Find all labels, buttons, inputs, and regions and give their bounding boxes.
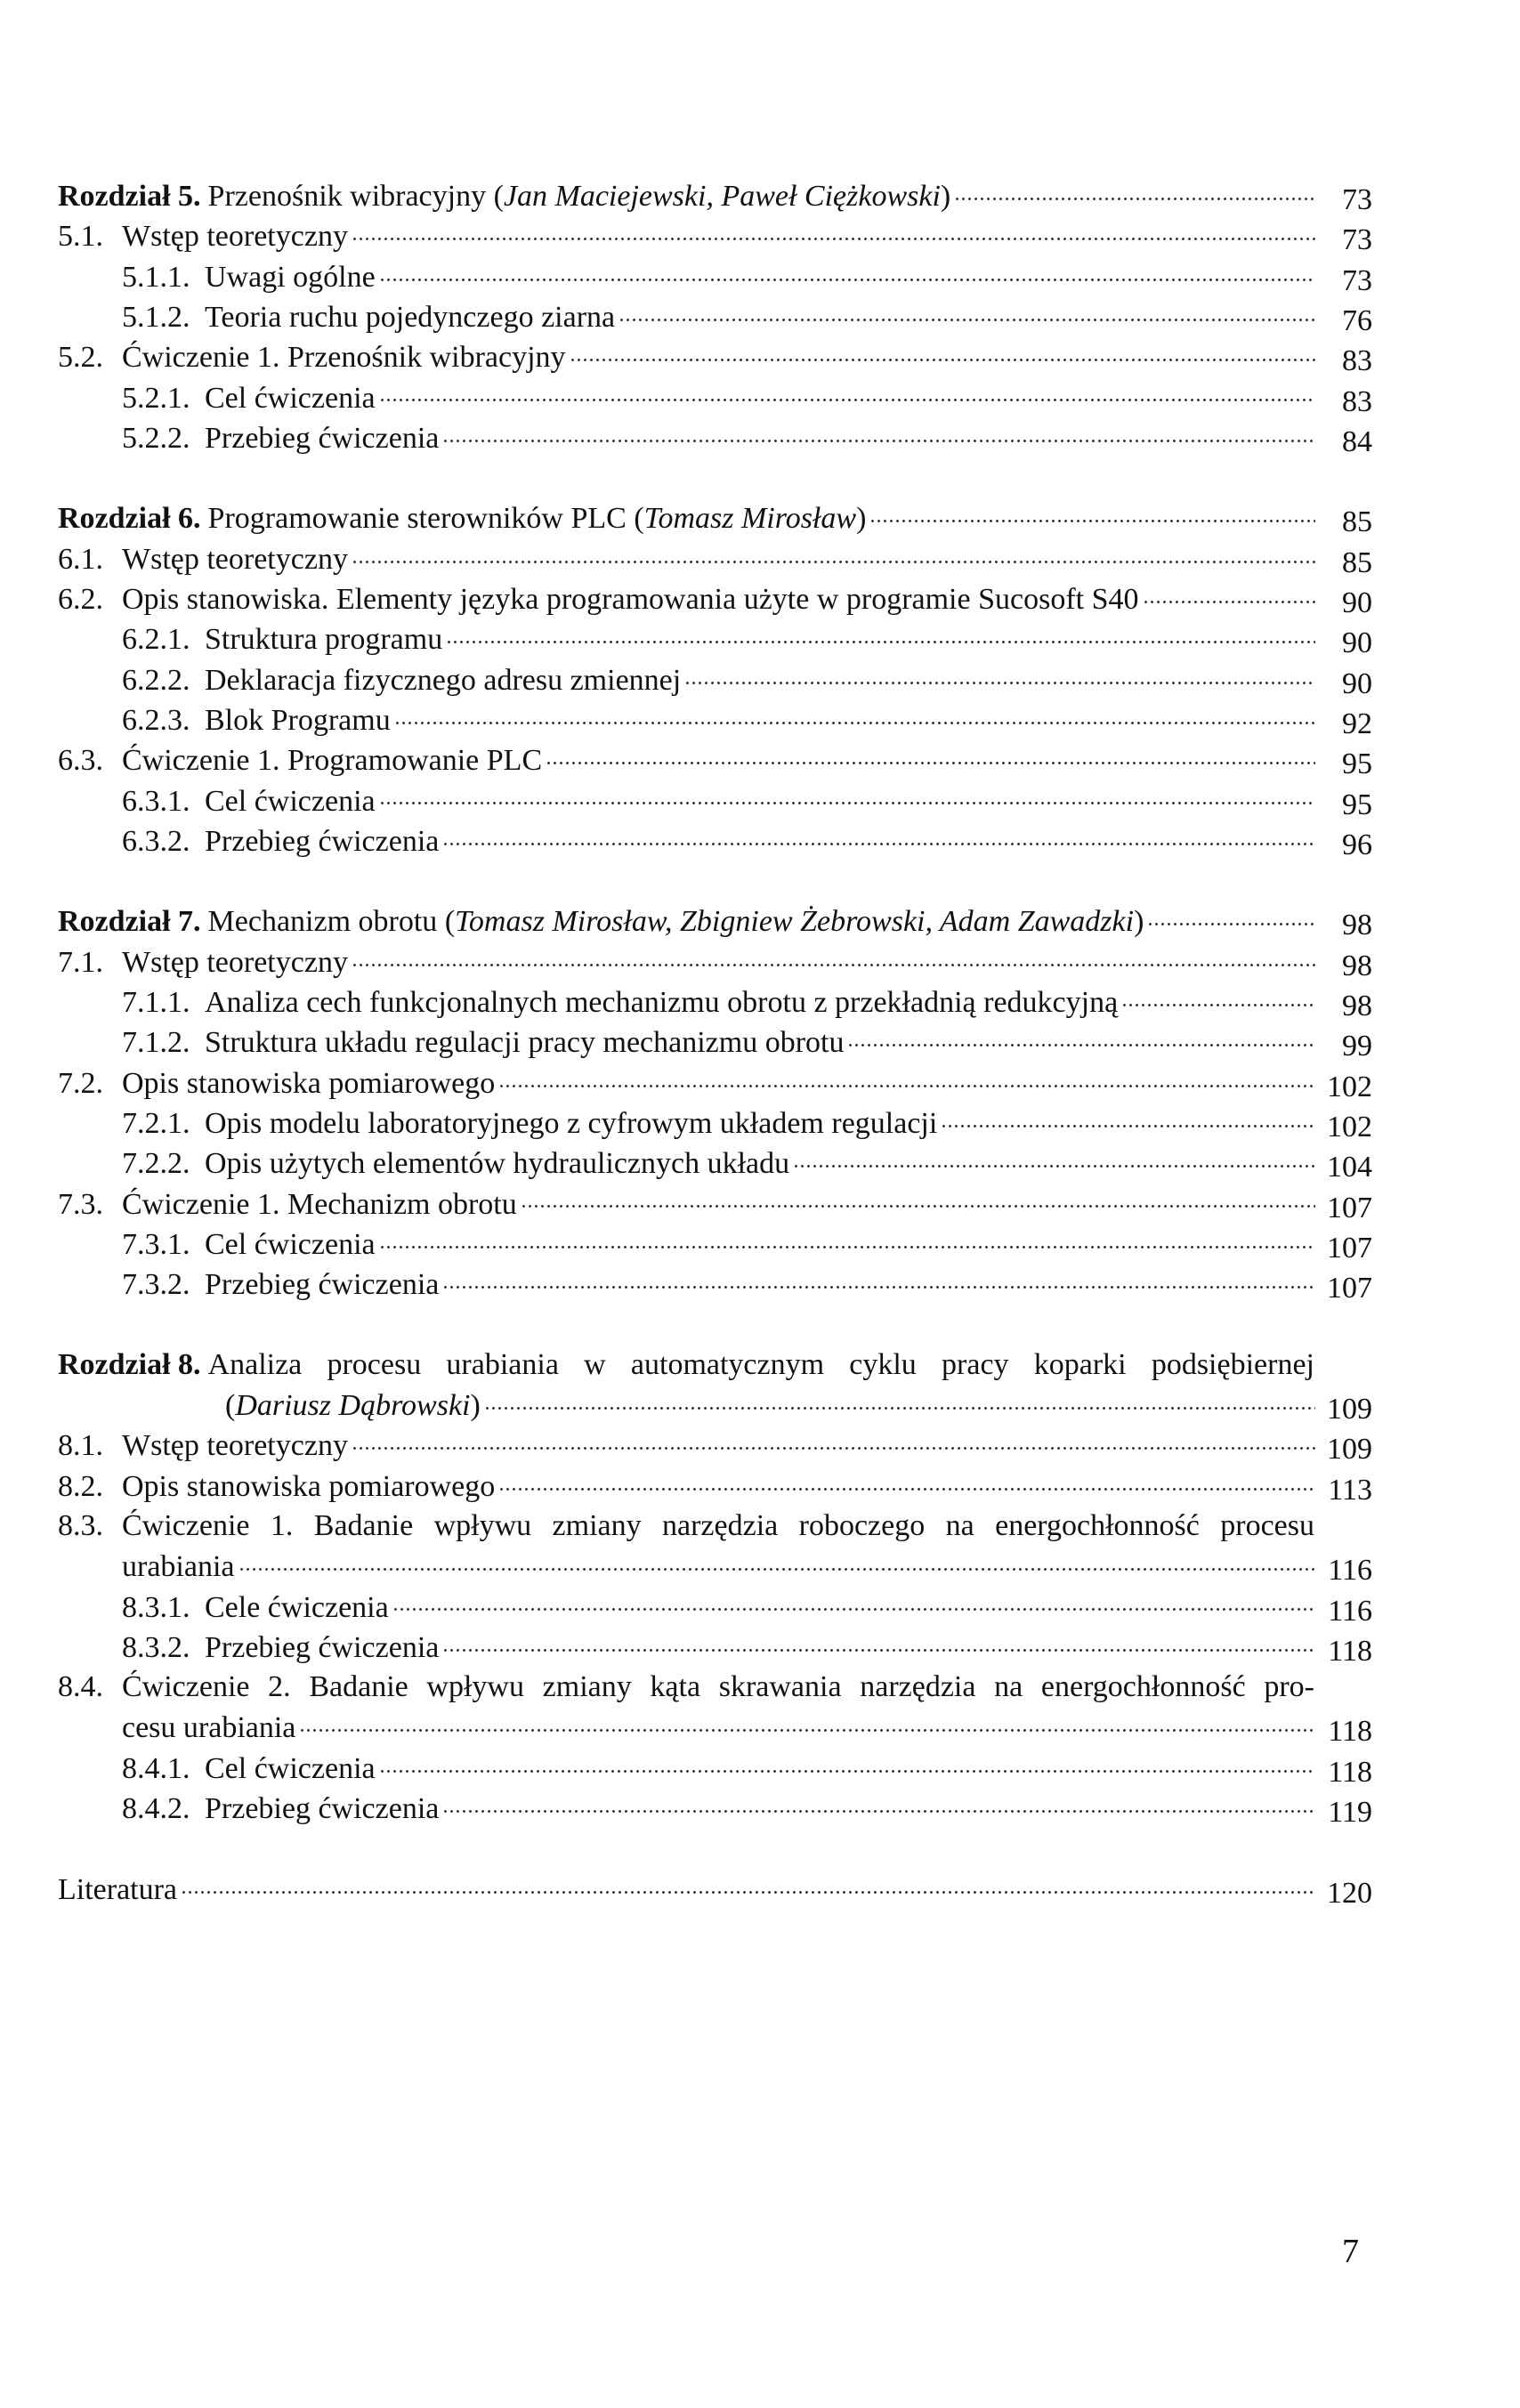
literature-title: Literatura [58, 1872, 178, 1906]
page-ref: 85 [1342, 545, 1372, 579]
entry-title: Ćwiczenie 1. Mechanizm obrotu [122, 1187, 517, 1221]
chapter-authors: (Dariusz Dąbrowski) [225, 1389, 481, 1422]
toc-entry [58, 1425, 1372, 1465]
author-names: Jan Maciejewski, Paweł Ciężkowski [503, 180, 941, 213]
dot-leader [394, 699, 1315, 730]
dot-leader [1121, 982, 1315, 1012]
page-ref: 92 [1342, 707, 1372, 740]
entry-title: Opis modelu laboratoryjnego z cyfrowym układem regulacji [205, 1106, 938, 1140]
entry-number: 5.2.2. [122, 421, 190, 455]
entry-number: 8.4.1. [122, 1751, 190, 1785]
toc-entry [122, 1788, 1372, 1828]
dot-leader [954, 175, 1315, 206]
page-ref: 118 [1328, 1715, 1372, 1749]
chapter-label: Rozdział 7. [58, 905, 201, 939]
dot-leader [352, 215, 1315, 246]
chapter-title: Mechanizm obrotu [207, 905, 438, 939]
dot-leader [484, 1385, 1315, 1415]
entry-number: 7.2.2. [122, 1147, 190, 1181]
toc-entry [122, 1022, 1372, 1062]
entry-number: 5.2.1. [122, 381, 190, 415]
page-number: 7 [1342, 2233, 1359, 2270]
entry-number: 8.3. [58, 1508, 103, 1542]
entry-number: 8.1. [58, 1429, 103, 1463]
page-ref: 90 [1342, 586, 1372, 619]
toc-entry-continuation [122, 1707, 1372, 1747]
page-ref: 99 [1342, 1030, 1372, 1063]
dot-leader [847, 1022, 1315, 1052]
toc-entry [58, 739, 1372, 780]
toc-entry [58, 538, 1372, 578]
dot-leader [442, 1788, 1315, 1818]
page-ref: 83 [1342, 384, 1372, 418]
entry-title: Wstęp teoretyczny [122, 945, 348, 979]
page-ref: 90 [1342, 626, 1372, 660]
toc-entry [58, 1466, 1372, 1506]
entry-title-line: Ćwiczenie 2. Badanie wpływu zmiany kąta skrawania narzędzia na energochłonność pro- [122, 1670, 1314, 1704]
dot-leader [619, 296, 1315, 327]
chapter-heading [58, 175, 1372, 215]
toc-entry [58, 941, 1372, 982]
entry-title-line: urabiania [122, 1550, 235, 1584]
dot-leader [570, 336, 1315, 367]
page-ref: 98 [1342, 909, 1372, 942]
entry-number: 7.2.1. [122, 1106, 190, 1140]
dot-leader [379, 1224, 1315, 1254]
toc-entry [122, 820, 1372, 861]
dot-leader [379, 377, 1315, 408]
chapter-title: Analiza procesu urabiania w automatycznym cyklu pracy koparki podsiębiernej [207, 1347, 1314, 1381]
entry-title: Struktura programu [205, 623, 443, 657]
page-ref: 95 [1342, 788, 1372, 821]
entry-number: 5.1.1. [122, 260, 190, 294]
chapter-label: Rozdział 8. [58, 1347, 201, 1381]
chapter-label: Rozdział 6. [58, 502, 201, 536]
entry-title: Przebieg ćwiczenia [205, 824, 440, 858]
toc-entry [58, 336, 1372, 376]
entry-title-line: Ćwiczenie 1. Badanie wpływu zmiany narzędzia roboczego na energochłonność procesu [122, 1508, 1314, 1542]
entry-number: 8.4. [58, 1670, 103, 1704]
dot-leader [392, 1587, 1315, 1617]
dot-leader [442, 1627, 1315, 1657]
entry-title: Ćwiczenie 1. Programowanie PLC [122, 744, 543, 778]
chapter-title-wrap: Programowanie sterowników PLC (Tomasz Mirosław) [207, 502, 867, 536]
chapter-heading [58, 497, 1372, 537]
page-ref: 113 [1328, 1473, 1372, 1507]
page-ref: 90 [1342, 667, 1372, 700]
page-ref: 96 [1342, 828, 1372, 861]
dot-leader [239, 1546, 1316, 1576]
entry-number: 8.4.2. [122, 1792, 190, 1825]
entry-number: 8.3.1. [122, 1590, 190, 1624]
dot-leader [379, 780, 1315, 811]
entry-number: 7.3. [58, 1187, 103, 1221]
toc-entry [122, 1587, 1372, 1627]
dot-leader [1143, 578, 1315, 609]
entry-title: Opis stanowiska. Elementy języka programowania użyte w programie Sucosoft S40 [122, 583, 1139, 616]
dot-leader [352, 538, 1315, 569]
dot-leader [442, 417, 1315, 448]
dot-leader [546, 739, 1315, 770]
chapter-title: Programowanie sterowników PLC [207, 502, 627, 536]
page-ref: 107 [1327, 1231, 1372, 1265]
toc-entry [122, 780, 1372, 820]
toc-entry [58, 1667, 1372, 1707]
entry-number: 6.3. [58, 744, 103, 778]
page-ref: 104 [1327, 1151, 1372, 1184]
dot-leader [498, 1466, 1315, 1496]
page-ref: 98 [1342, 990, 1372, 1022]
dot-leader [352, 1425, 1315, 1455]
chapter-title: Przenośnik wibracyjny [207, 180, 487, 213]
toc-entry [122, 1224, 1372, 1264]
entry-title: Opis stanowiska pomiarowego [122, 1469, 496, 1503]
entry-title: Wstęp teoretyczny [122, 542, 348, 576]
toc-entry [58, 578, 1372, 618]
page-ref: 120 [1327, 1876, 1372, 1910]
page-ref: 73 [1342, 263, 1372, 297]
chapter-heading [58, 901, 1372, 941]
toc-entry [122, 417, 1372, 457]
entry-title: Cel ćwiczenia [205, 784, 376, 818]
toc-entry [122, 659, 1372, 699]
entry-title: Przebieg ćwiczenia [205, 1268, 440, 1302]
dot-leader [793, 1143, 1315, 1173]
entry-title: Deklaracja fizycznego adresu zmiennej [205, 663, 682, 697]
toc-entry [122, 1143, 1372, 1183]
entry-title: Wstęp teoretyczny [122, 1429, 348, 1463]
dot-leader [442, 820, 1315, 851]
page-ref: 95 [1342, 747, 1372, 781]
entry-number: 8.3.2. [122, 1630, 190, 1664]
page-ref: 107 [1327, 1191, 1372, 1224]
toc-entry [122, 296, 1372, 336]
entry-title: Blok Programu [205, 703, 391, 737]
page-ref: 84 [1342, 424, 1372, 458]
page-ref: 73 [1342, 183, 1372, 216]
entry-title: Cele ćwiczenia [205, 1590, 389, 1624]
entry-title: Cel ćwiczenia [205, 1751, 376, 1785]
page-ref: 109 [1327, 1433, 1372, 1467]
chapter-title-wrap: Przenośnik wibracyjny (Jan Maciejewski, Paweł Ciężkowski) [207, 180, 951, 213]
page-ref: 119 [1328, 1796, 1372, 1829]
entry-title: Opis użytych elementów hydraulicznych układu [205, 1147, 790, 1181]
entry-title: Analiza cech funkcjonalnych mechanizmu obrotu z przekładnią redukcyjną [205, 986, 1119, 1019]
page-ref: 118 [1328, 1755, 1372, 1789]
dot-leader [299, 1707, 1315, 1737]
entry-number: 5.1.2. [122, 300, 190, 334]
entry-title: Przebieg ćwiczenia [205, 421, 440, 455]
entry-number: 6.2.3. [122, 703, 190, 737]
toc-entry [58, 215, 1372, 255]
dot-leader [181, 1869, 1315, 1899]
dot-leader [379, 256, 1315, 287]
dot-leader [869, 497, 1315, 528]
entry-number: 7.3.1. [122, 1227, 190, 1261]
entry-number: 7.3.2. [122, 1268, 190, 1302]
entry-title: Wstęp teoretyczny [122, 220, 348, 254]
entry-number: 6.3.2. [122, 824, 190, 858]
entry-number: 6.1. [58, 542, 103, 576]
entry-title: Przebieg ćwiczenia [205, 1630, 440, 1664]
page-ref: 76 [1342, 303, 1372, 337]
dot-leader [941, 1103, 1315, 1133]
toc-entry [122, 256, 1372, 296]
entry-number: 7.1.1. [122, 986, 190, 1019]
entry-number: 5.2. [58, 341, 103, 375]
dot-leader [379, 1748, 1315, 1778]
entry-title: Cel ćwiczenia [205, 1227, 376, 1261]
toc-entry [122, 1748, 1372, 1788]
toc-entry-continuation [122, 1546, 1372, 1586]
toc-entry [58, 1063, 1372, 1103]
toc-entry [58, 1184, 1372, 1224]
dot-leader [446, 618, 1315, 649]
entry-number: 7.1.2. [122, 1026, 190, 1060]
chapter-title-wrap: Mechanizm obrotu (Tomasz Mirosław, Zbigniew Żebrowski, Adam Zawadzki) [207, 905, 1144, 939]
entry-title: Cel ćwiczenia [205, 381, 376, 415]
entry-number: 7.2. [58, 1066, 103, 1100]
dot-leader [521, 1184, 1315, 1214]
chapter-heading [58, 1345, 1372, 1385]
toc-entry [122, 982, 1372, 1022]
entry-title: Przebieg ćwiczenia [205, 1792, 440, 1825]
page-ref: 107 [1327, 1272, 1372, 1305]
entry-title-line: cesu urabiania [122, 1711, 296, 1745]
entry-title: Opis stanowiska pomiarowego [122, 1066, 496, 1100]
page-ref: 85 [1342, 505, 1372, 539]
toc-entry [58, 1506, 1372, 1546]
entry-title: Uwagi ogólne [205, 260, 376, 294]
toc-entry [122, 1627, 1372, 1667]
entry-number: 6.2.2. [122, 663, 190, 697]
toc-entry [122, 618, 1372, 659]
page-ref: 102 [1327, 1070, 1372, 1103]
entry-title: Struktura układu regulacji pracy mechanizmu obrotu [205, 1026, 845, 1060]
entry-number: 8.2. [58, 1469, 103, 1503]
page-ref: 102 [1327, 1110, 1372, 1143]
page-ref: 83 [1342, 344, 1372, 378]
chapter-heading-continuation [225, 1385, 1372, 1425]
toc-entry [122, 1264, 1372, 1304]
page-ref: 98 [1342, 949, 1372, 982]
toc-entry [122, 699, 1372, 739]
entry-number: 6.2. [58, 583, 103, 616]
entry-title: Teoria ruchu pojedynczego ziarna [205, 300, 616, 334]
author-names: Tomasz Mirosław [643, 502, 857, 536]
page-ref: 116 [1328, 1594, 1372, 1628]
dot-leader [684, 659, 1315, 690]
author-names: Tomasz Mirosław, Zbigniew Żebrowski, Adam Zawadzki [455, 905, 1135, 939]
toc-entry [122, 1103, 1372, 1143]
author-names: Dariusz Dąbrowski [235, 1389, 471, 1422]
entry-number: 5.1. [58, 220, 103, 254]
entry-number: 7.1. [58, 945, 103, 979]
page-ref: 73 [1342, 223, 1372, 257]
entry-number: 6.3.1. [122, 784, 190, 818]
dot-leader [442, 1264, 1315, 1294]
page-ref: 118 [1328, 1634, 1372, 1668]
dot-leader [352, 941, 1315, 972]
page-ref: 116 [1328, 1554, 1372, 1588]
entry-number: 6.2.1. [122, 623, 190, 657]
dot-leader [498, 1063, 1315, 1093]
literature-entry [58, 1869, 1372, 1909]
chapter-label: Rozdział 5. [58, 180, 201, 213]
entry-title: Ćwiczenie 1. Przenośnik wibracyjny [122, 341, 566, 375]
page-ref: 109 [1327, 1393, 1372, 1426]
toc-entry [122, 377, 1372, 417]
dot-leader [1147, 901, 1315, 931]
